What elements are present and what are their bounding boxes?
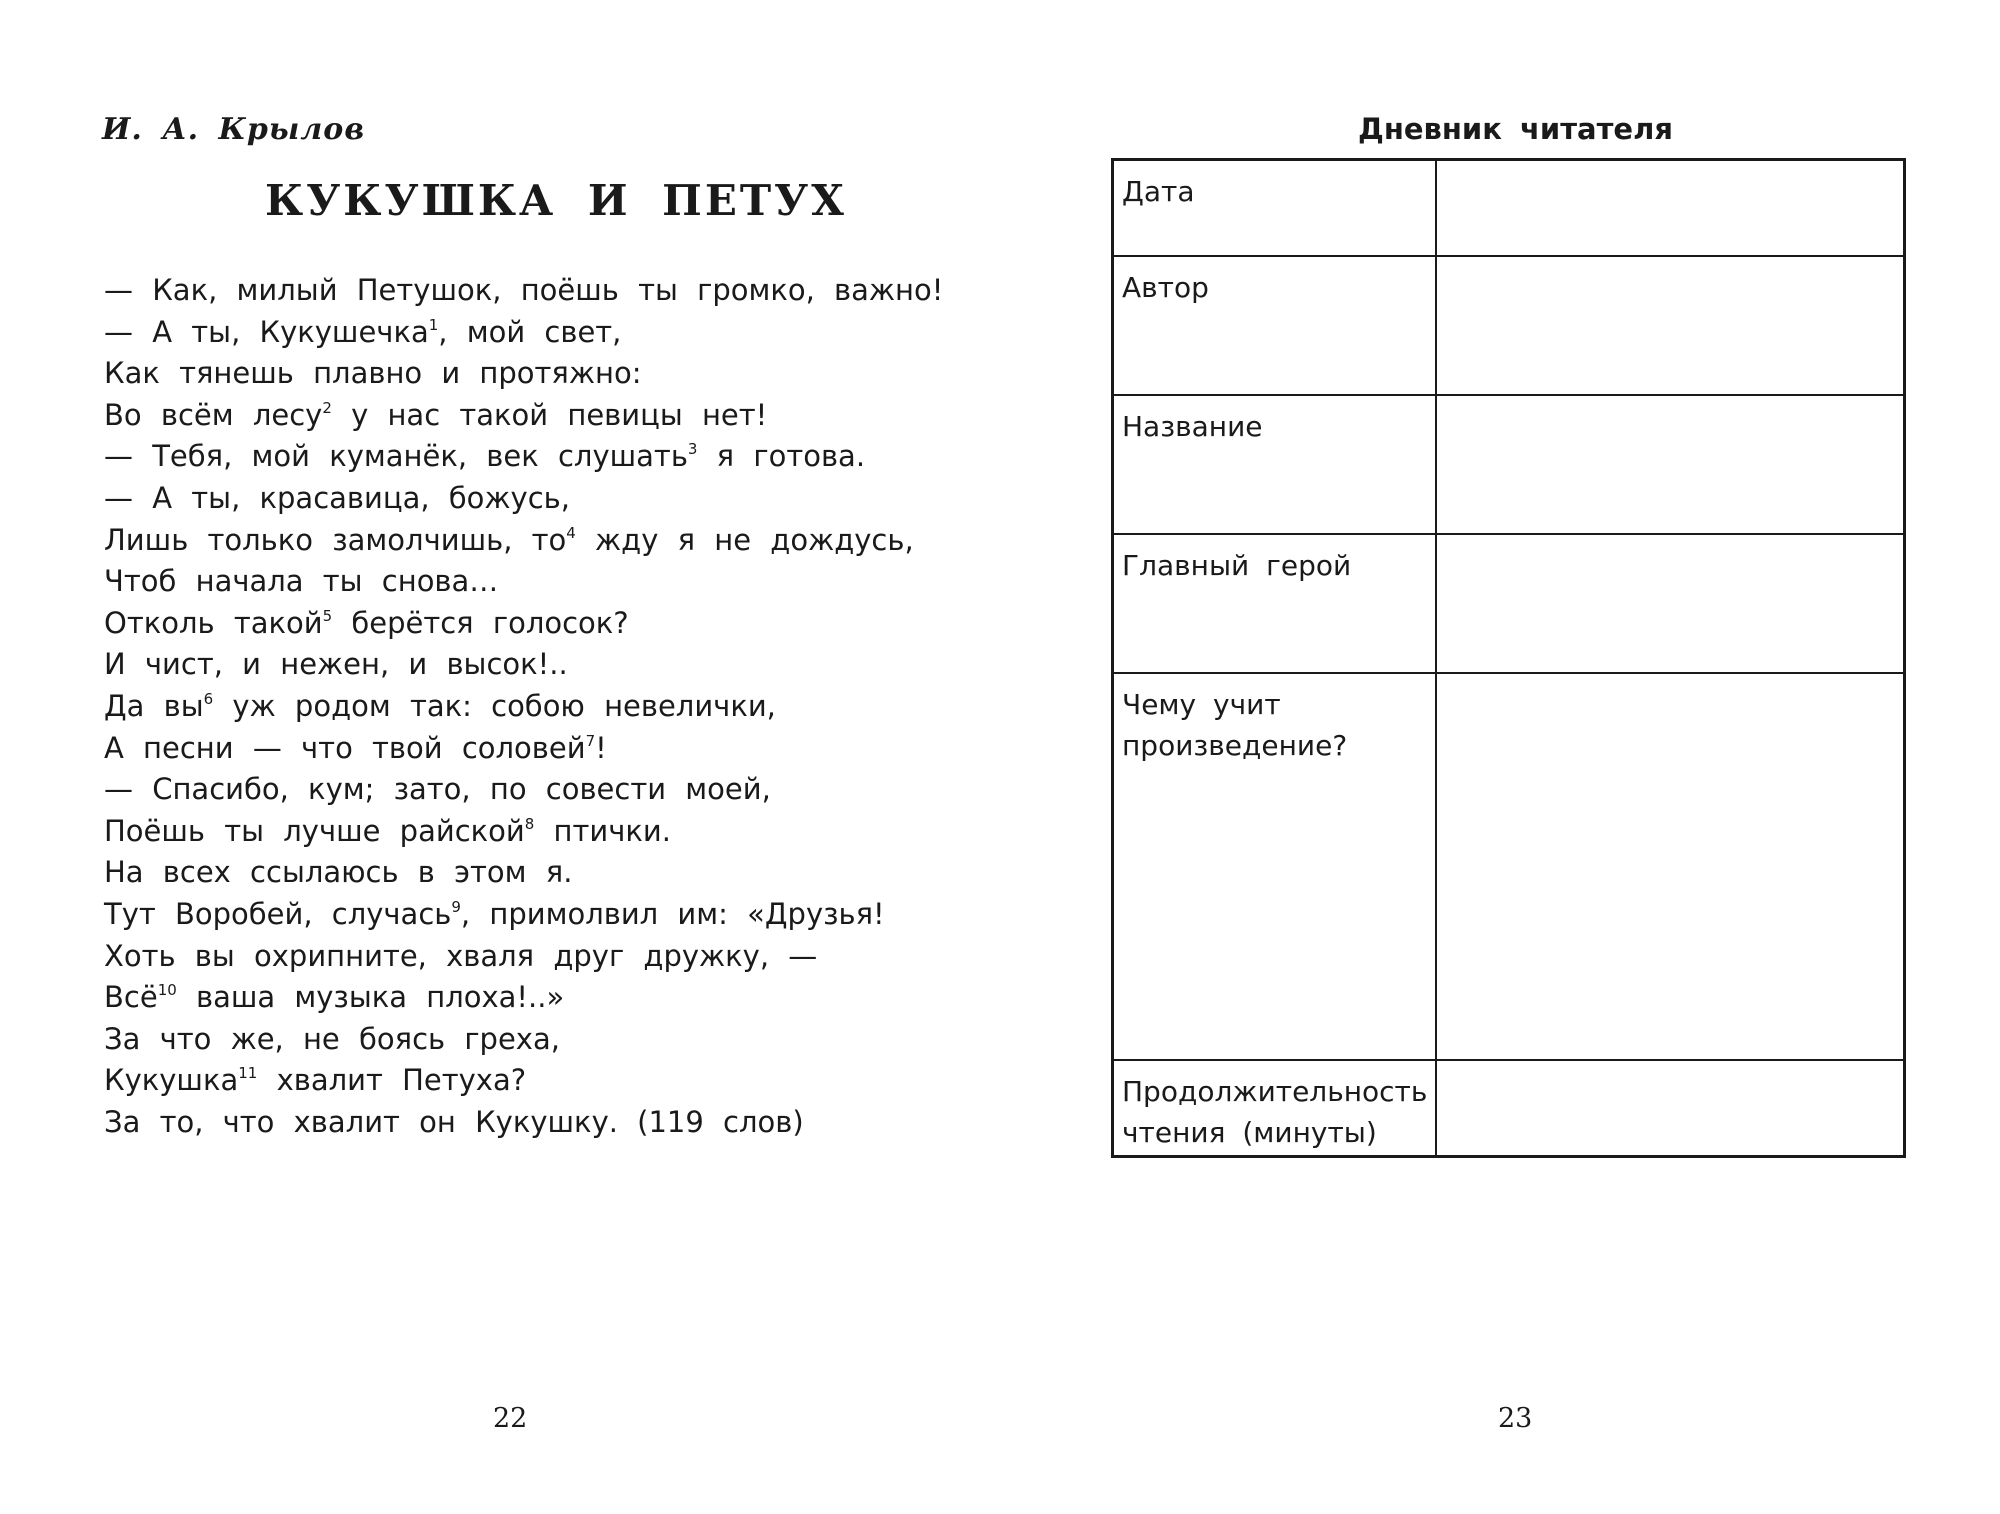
footnote-marker: 8: [524, 814, 535, 833]
poem-line-text: хвалит Петуха?: [257, 1063, 527, 1098]
footnote-marker: 11: [238, 1064, 258, 1083]
diary-row-lesson: [1113, 673, 1905, 1060]
poem-line-text: Поёшь ты лучше райской: [104, 813, 525, 848]
poem-line-text: Да вы: [104, 688, 204, 723]
poem-line: [104, 353, 964, 395]
poem-line-text: Тут Воробей, случась: [104, 896, 452, 931]
poem-line-text: Лишь только замолчишь, то: [104, 522, 567, 557]
diary-row-duration: [1113, 1060, 1905, 1157]
reader-diary-table: [1111, 158, 1906, 1158]
poem-line-text: За то, что хвалит он Кукушку. (119 слов): [104, 1104, 804, 1139]
poem-line-text: ваша музыка плоха!..»: [176, 980, 565, 1015]
poem-line: [104, 312, 964, 354]
poem-line: [104, 769, 964, 811]
poem-line: [104, 811, 964, 853]
poem-line-text: берётся голосок?: [332, 605, 629, 640]
poem-line: [104, 436, 964, 478]
page-number-right: 23: [1498, 1403, 1533, 1434]
poem-line: [104, 603, 964, 645]
poem-line: [104, 395, 964, 437]
footnote-marker: 3: [687, 440, 698, 459]
diary-row-title: [1113, 395, 1905, 534]
poem-line-text: — Тебя, мой куманёк, век слушать: [104, 439, 688, 474]
right-page: [1000, 0, 2000, 1514]
poem-line: [104, 1060, 964, 1102]
poem-line-text: Во всём лесу: [104, 397, 323, 432]
diary-row-date: [1113, 160, 1905, 256]
poem-line-text: уж родом так: собою невелички,: [213, 688, 776, 723]
poem-line-text: , примолвил им: «Друзья!: [460, 896, 885, 931]
poem-line: [104, 1102, 964, 1144]
poem-line: [104, 936, 964, 978]
poem-line-text: На всех ссылаюсь в этом я.: [104, 855, 573, 890]
poem-line-text: Отколь такой: [104, 605, 323, 640]
poem-line-text: Всё: [104, 980, 158, 1015]
author-name: И. А. Крылов: [102, 112, 366, 147]
diary-label-duration: Продолжительность чтения (минуты): [1113, 1060, 1437, 1157]
diary-row-author: [1113, 256, 1905, 395]
diary-value-title[interactable]: [1436, 395, 1904, 534]
diary-row-hero: [1113, 534, 1905, 673]
diary-label-hero: Главный герой: [1113, 534, 1437, 673]
poem-line-text: — А ты, красавица, божусь,: [104, 480, 570, 515]
poem-line-text: — Спасибо, кум; зато, по совести моей,: [104, 772, 771, 807]
poem-line-text: Как тянешь плавно и протяжно:: [104, 356, 642, 391]
poem-line-text: Хоть вы охрипните, хваля друг дружку, —: [104, 938, 818, 973]
diary-value-date[interactable]: [1436, 160, 1904, 256]
poem-line: [104, 478, 964, 520]
footnote-marker: 1: [428, 315, 439, 334]
diary-label-date: Дата: [1113, 160, 1437, 256]
diary-value-lesson[interactable]: [1436, 673, 1904, 1060]
poem-line-text: — Как, милый Петушок, поёшь ты громко, важно!: [104, 273, 944, 307]
diary-value-duration[interactable]: [1436, 1060, 1904, 1157]
poem-line-text: Чтоб начала ты снова…: [104, 564, 499, 599]
poem-line: [104, 270, 964, 312]
footnote-marker: 6: [203, 689, 214, 708]
poem-line-text: у нас такой певицы нет!: [331, 397, 768, 432]
poem-line: [104, 644, 964, 686]
poem-line-text: !: [595, 730, 607, 765]
poem-line: [104, 561, 964, 603]
poem-line-text: — А ты, Кукушечка: [104, 314, 429, 349]
poem-line-text: За что же, не боясь греха,: [104, 1021, 560, 1056]
diary-value-author[interactable]: [1436, 256, 1904, 395]
poem-line: [104, 1019, 964, 1061]
poem-line-text: я готова.: [697, 439, 866, 474]
poem-line-text: Кукушка: [104, 1063, 239, 1098]
poem-line-text: птички.: [534, 813, 671, 848]
footnote-marker: 10: [157, 981, 177, 1000]
poem-line: [104, 728, 964, 770]
diary-label-author: Автор: [1113, 256, 1437, 395]
poem-title: КУКУШКА И ПЕТУХ: [265, 176, 847, 225]
poem-line: [104, 520, 964, 562]
poem-line-text: А песни — что твой соловей: [104, 730, 586, 765]
footnote-marker: 2: [322, 398, 332, 417]
diary-title: Дневник читателя: [1358, 112, 1673, 146]
footnote-marker: 4: [566, 523, 576, 542]
footnote-marker: 9: [451, 897, 461, 916]
poem-line-text: , мой свет,: [438, 314, 622, 349]
poem-line: [104, 686, 964, 728]
page-number-left: 22: [493, 1403, 528, 1434]
poem-line-text: жду я не дождусь,: [575, 522, 914, 557]
poem-line: [104, 977, 964, 1019]
diary-label-title: Название: [1113, 395, 1437, 534]
footnote-marker: 5: [322, 606, 333, 625]
diary-value-hero[interactable]: [1436, 534, 1904, 673]
poem-text: [104, 270, 964, 1143]
poem-line-text: И чист, и нежен, и высок!..: [104, 647, 568, 682]
poem-line: [104, 852, 964, 894]
diary-label-lesson: Чему учит произведение?: [1113, 673, 1437, 1060]
footnote-marker: 7: [585, 731, 596, 750]
poem-line: [104, 894, 964, 936]
